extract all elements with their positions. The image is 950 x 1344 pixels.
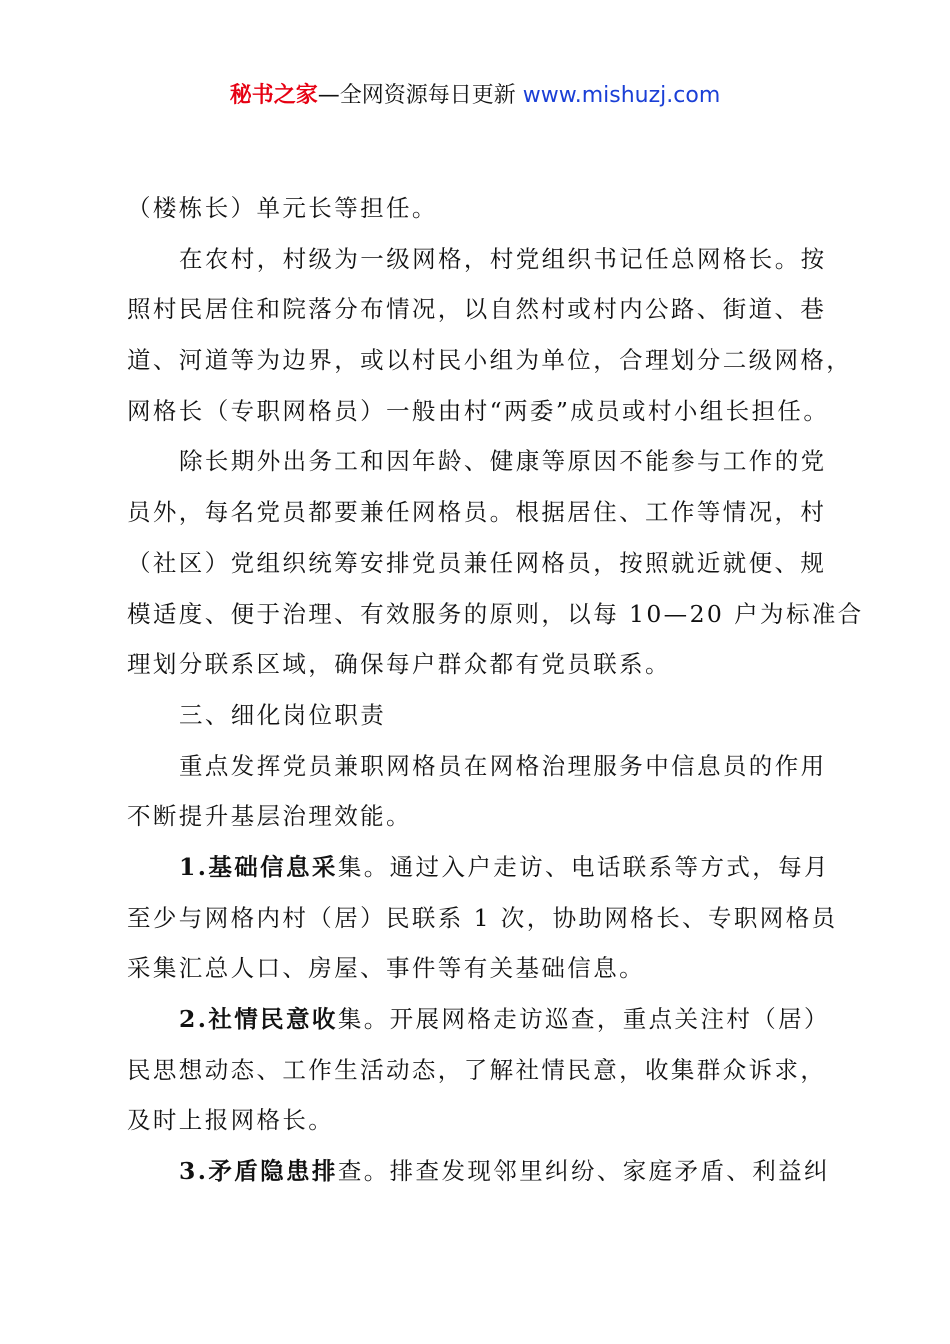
list-item-3-line: [127, 1146, 833, 1197]
paragraph-line: 理划分联系区域，确保每户群众都有党员联系。: [127, 650, 671, 679]
page-header: [0, 78, 950, 114]
header-site-url: www.mishuzj.com: [522, 83, 721, 108]
paragraph-line: 照村民居住和院落分布情况，以自然村或村内公路、街道、巷: [127, 295, 827, 324]
list-item-2-line: [127, 994, 833, 1045]
paragraph-line: 采集汇总人口、房屋、事件等有关基础信息。: [127, 954, 645, 983]
paragraph-line: 模适度、便于治理、有效服务的原则，以每 10—20 户为标准合: [127, 599, 864, 628]
paragraph-line: 网格长（专职网格员）一般由村“两委”成员或村小组长担任。: [127, 396, 830, 425]
header-brand: 秘书之家: [229, 83, 318, 108]
paragraph-line: （楼栋长）单元长等担任。: [127, 194, 438, 222]
paragraph-line: （社区）党组织统筹安排党员兼任网格员，按照就近就便、规: [127, 548, 827, 577]
paragraph-line: 重点发挥党员兼职网格员在网格治理服务中信息员的作用: [179, 751, 827, 780]
list-item-2-title: 2.社情民意收: [179, 1005, 338, 1033]
section-heading: 三、细化岗位职责: [179, 700, 387, 729]
paragraph-line: 员外，每名党员都要兼任网格员。根据居住、工作等情况，村: [127, 498, 827, 527]
paragraph-line: 民思想动态、工作生活动态，了解社情民意，收集群众诉求，: [127, 1055, 827, 1084]
list-item-3-text: 查。排查发现邻里纠纷、家庭矛盾、利益纠: [337, 1157, 830, 1186]
list-item-1-text: 集。通过入户走访、电话联系等方式，每月: [337, 852, 830, 881]
paragraph-line: 在农村，村级为一级网格，村党组织书记任总网格长。按: [179, 244, 827, 273]
paragraph-line: 至少与网格内村（居）民联系 1 次，协助网格长、专职网格员: [127, 903, 838, 932]
paragraph-line: 不断提升基层治理效能。: [127, 802, 412, 831]
list-item-2-text: 集。开展网格走访巡查，重点关注村（居）: [337, 1005, 830, 1033]
paragraph-line: 除长期外出务工和因年龄、健康等原因不能参与工作的党: [179, 447, 827, 476]
paragraph-line: 及时上报网格长。: [127, 1106, 335, 1135]
list-item-1-line: [127, 842, 833, 893]
document-body: [127, 183, 864, 1197]
paragraph-line: 道、河道等为边界，或以村民小组为单位，合理划分二级网格，: [127, 346, 853, 375]
list-item-3-title: 3.矛盾隐患排: [179, 1157, 338, 1186]
header-tagline: —全网资源每日更新: [317, 83, 523, 108]
list-item-1-title: 1.基础信息采: [179, 852, 338, 881]
